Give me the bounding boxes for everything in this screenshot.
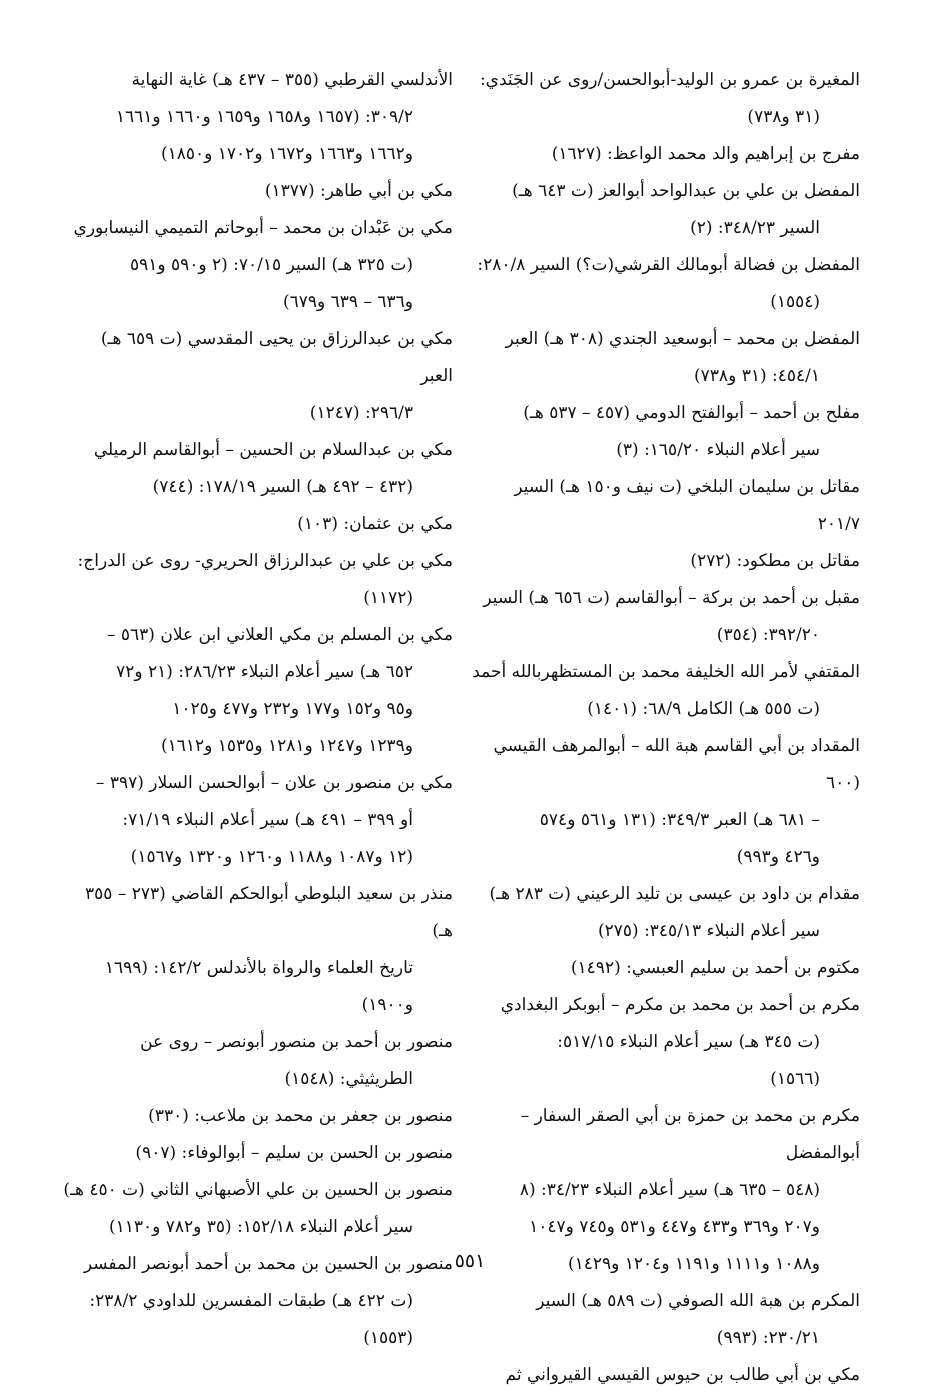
entry-heading-line: منصور بن أحمد بن منصور أبونصر – روى عن	[140, 1032, 453, 1052]
entry-continuation-line: (١٥٥٣)	[363, 1328, 413, 1348]
entry-heading-line: مكي بن عثمان: (١٠٣)	[297, 514, 453, 534]
entry-continuation-line: (ت ٣٤٥ هـ) سير أعلام النبلاء ٥١٧/١٥:	[557, 1032, 820, 1052]
entry-heading-line: مفرج بن إبراهيم والد محمد الواعظ: (١٦٢٧)	[551, 144, 860, 164]
entry-heading-line: مكتوم بن أحمد بن سليم العبسي: (١٤٩٢)	[570, 958, 860, 978]
entry-continuation-line: و٤٢٦ و٩٩٣)	[736, 847, 820, 867]
index-entry	[63, 210, 453, 321]
entry-heading-line: مكي بن أبي طالب بن حيوس القيسي القيرواني ثم	[505, 1365, 860, 1385]
entry-continuation-line: (٣١ و٧٣٨)	[747, 107, 820, 127]
entry-continuation-line: و١٢٣٩ و١٢٤٧ و١٢٨١ و١٥٣٥ و١٦١٢)	[160, 736, 413, 756]
entry-continuation-line: ٣٠٩/٢: (١٦٥٧ و١٦٥٨ و١٦٥٩ و١٦٦٠ و١٦٦١	[115, 107, 413, 127]
entry-continuation-line: (١٥٥٤)	[770, 292, 820, 312]
left-column	[63, 62, 453, 1357]
entry-continuation-line: (ت ٥٥٥ هـ) الكامل ٦٨/٩: (١٤٠١)	[587, 699, 820, 719]
entry-continuation-line: ٢٣٠/٢١: (٩٩٣)	[716, 1328, 820, 1348]
entry-continuation-line: و١٦٦٢ و١٦٦٣ و١٦٧٢ و١٧٠٢ و١٨٥٠)	[160, 144, 413, 164]
entry-heading-line: مكرم بن أحمد بن محمد بن مكرم – أبوبكر البغدادي	[500, 995, 860, 1015]
entry-continuation-line: (ت ٤٢٢ هـ) طبقات المفسرين للداودي ٢٣٨/٢:	[89, 1291, 413, 1311]
entry-heading-line: مكي بن المسلم بن مكي العلاني ابن علان (٥٦٣ –	[106, 625, 453, 645]
entry-heading-line: مقدام بن داود بن عيسى بن تليد الرعيني (ت ٢٨٣ هـ)	[489, 884, 860, 904]
index-entry	[470, 321, 860, 395]
entry-heading-line: مكي بن عبدالسلام بن الحسين – أبوالقاسم الرميلي	[93, 440, 453, 460]
index-entry	[470, 987, 860, 1098]
entry-heading-line: مقاتل بن سليمان البلخي (ت نيف و١٥٠ هـ) السير ٢٠١/٧	[514, 477, 860, 534]
index-entry	[470, 876, 860, 950]
entry-heading-line: الأندلسي القرطبي (٣٥٥ – ٤٣٧ هـ) غاية النهاية	[131, 70, 453, 90]
index-entry	[470, 728, 860, 876]
entry-heading-line: منصور بن الحسن بن سليم – أبوالوفاء: (٩٠٧)	[135, 1143, 453, 1163]
index-entry	[470, 580, 860, 654]
entry-continuation-line: و٢٠٧ و٣٦٩ و٤٣٣ و٤٤٧ و٥٣١ و٧٤٥ و١٠٤٧	[529, 1217, 820, 1237]
entry-heading-line: المغيرة بن عمرو بن الوليد-أبوالحسن/روى عن الجَنَدي:	[479, 70, 860, 90]
entry-continuation-line: سير أعلام النبلاء ١٦٥/٢٠: (٣)	[616, 440, 820, 460]
entry-heading-line: المفضل بن فضالة أبومالك القرشي(ت؟) السير ٢٨٠/٨:	[477, 255, 860, 275]
entry-continuation-line: (٥٤٨ – ٦٣٥ هـ) سير أعلام النبلاء ٣٤/٢٣: (٨	[519, 1180, 820, 1200]
index-entry	[63, 543, 453, 617]
entry-heading-line: مكي بن منصور بن علان – أبوالحسن السلار (٣٩٧ –	[95, 773, 453, 793]
index-entry	[470, 62, 860, 136]
index-entry	[470, 395, 860, 469]
entry-heading-line: المقداد بن أبي القاسم هبة الله – أبوالمرهف القيسي (٦٠٠	[493, 736, 860, 793]
entry-heading-line: مكي بن أبي طاهر: (١٣٧٧)	[264, 181, 453, 201]
entry-continuation-line: سير أعلام النبلاء ٣٤٥/١٣: (٢٧٥)	[597, 921, 820, 941]
entry-heading-line: منذر بن سعيد البلوطي أبوالحكم القاضي (٢٧٣ – ٣٥٥ هـ)	[85, 884, 453, 941]
entry-continuation-line: الطريثيثي: (١٥٤٨)	[284, 1069, 413, 1089]
index-entry	[470, 136, 860, 173]
entry-continuation-line: السير ٣٤٨/٢٣: (٢)	[690, 218, 820, 238]
index-entry	[63, 765, 453, 876]
entry-continuation-line: تاريخ العلماء والرواة بالأندلس ١٤٢/٢: (١٦٩٩	[104, 958, 413, 978]
entry-continuation-line: (١١٧٢)	[363, 588, 413, 608]
entry-heading-line: منصور بن جعفر بن محمد بن ملاعب: (٣٣٠)	[148, 1106, 453, 1126]
entry-heading-line: مكي بن علي بن عبدالرزاق الحريري- روى عن الدراج:	[77, 551, 453, 571]
index-entry	[470, 247, 860, 321]
entry-heading-line: مقاتل بن مطكود: (٢٧٢)	[690, 551, 860, 571]
index-entry	[470, 950, 860, 987]
index-entry	[63, 1135, 453, 1172]
entry-continuation-line: ٣٩٢/٢٠: (٣٥٤)	[716, 625, 820, 645]
page-number: ٥٥١	[454, 1250, 486, 1272]
entry-heading-line: مكرم بن محمد بن حمزة بن أبي الصقر السفار – أبوالمفضل	[520, 1106, 860, 1163]
index-entry	[63, 617, 453, 765]
entry-continuation-line: – ٦٨١ هـ) العبر ٣٤٩/٣: (١٣١ و٥٦١ و٥٧٤	[539, 810, 820, 830]
entry-continuation-line: (٤٣٢ – ٤٩٢ هـ) السير ١٧٨/١٩: (٧٤٤)	[152, 477, 413, 497]
entry-continuation-line: و٦٣٦ – ٦٣٩ و٦٧٩)	[282, 292, 413, 312]
index-entry	[63, 321, 453, 432]
entry-continuation-line: (ت ٣٢٥ هـ) السير ٧٠/١٥: (٢ و٥٩٠ و٥٩١	[129, 255, 413, 275]
index-entry	[470, 1357, 860, 1394]
entry-continuation-line: (١٥٦٦)	[770, 1069, 820, 1089]
entry-heading-line: المفضل بن محمد – أبوسعيد الجندي (٣٠٨ هـ) العبر	[505, 329, 860, 349]
index-entry	[63, 62, 453, 173]
entry-continuation-line: و١٩٠٠)	[361, 995, 413, 1015]
entry-continuation-line: ٢٩٦/٣: (١٢٤٧)	[309, 403, 413, 423]
index-entry	[63, 1024, 453, 1098]
index-entry	[63, 432, 453, 506]
entry-heading-line: مكي بن عَبْدان بن محمد – أبوحاتم التميمي النيسابوري	[73, 218, 453, 238]
index-entry	[63, 1098, 453, 1135]
entry-continuation-line: ٤٥٤/١: (٣١ و٧٣٨)	[694, 366, 820, 386]
index-entry	[63, 1172, 453, 1246]
right-column	[470, 62, 860, 1394]
entry-heading-line: منصور بن الحسين بن محمد بن أحمد أبونصر المفسر	[83, 1254, 453, 1274]
entry-heading-line: مكي بن عبدالرزاق بن يحيى المقدسي (ت ٦٥٩ هـ) العبر	[100, 329, 453, 386]
entry-continuation-line: ٦٥٢ هـ) سير أعلام النبلاء ٢٨٦/٢٣: (٢١ و٧٢	[116, 662, 413, 682]
entry-continuation-line: (١٢ و١٠٨٧ و١١٨٨ و١٢٦٠ و١٣٢٠ و١٥٦٧)	[130, 847, 413, 867]
entry-heading-line: مفلح بن أحمد – أبوالفتح الدومي (٤٥٧ – ٥٣٧ هـ)	[523, 403, 860, 423]
index-entry	[63, 876, 453, 1024]
entry-heading-line: المفضل بن علي بن عبدالواحد أبوالعز (ت ٦٤٣ هـ)	[512, 181, 860, 201]
index-entry	[470, 543, 860, 580]
index-entry	[63, 173, 453, 210]
entry-continuation-line: أو ٣٩٩ – ٤٩١ هـ) سير أعلام النبلاء ٧١/١٩:	[122, 810, 413, 830]
entry-heading-line: مقبل بن أحمد بن بركة – أبوالقاسم (ت ٦٥٦ هـ) السير	[483, 588, 860, 608]
entry-heading-line: المقتفي لأمر الله الخليفة محمد بن المستظهربالله أحمد	[472, 662, 860, 682]
index-entry	[470, 654, 860, 728]
index-entry	[470, 1283, 860, 1357]
entry-heading-line: المكرم بن هبة الله الصوفي (ت ٥٨٩ هـ) السير	[536, 1291, 860, 1311]
index-entry	[470, 173, 860, 247]
index-entry	[63, 506, 453, 543]
entry-continuation-line: و٩٥ و١٥٢ و١٧٧ و٢٣٢ و٤٧٧ و١٠٢٥	[172, 699, 413, 719]
entry-continuation-line: و١٠٨٨ و١١١١ و١١٩١ و١٢٠٤ و١٤٢٩)	[567, 1254, 820, 1274]
entry-heading-line: منصور بن الحسين بن علي الأصبهاني الثاني (ت ٤٥٠ هـ)	[63, 1180, 453, 1200]
entry-continuation-line: سير أعلام النبلاء ١٥٢/١٨: (٣٥ و٧٨٢ و١١٣٠)	[108, 1217, 413, 1237]
index-entry	[470, 469, 860, 543]
